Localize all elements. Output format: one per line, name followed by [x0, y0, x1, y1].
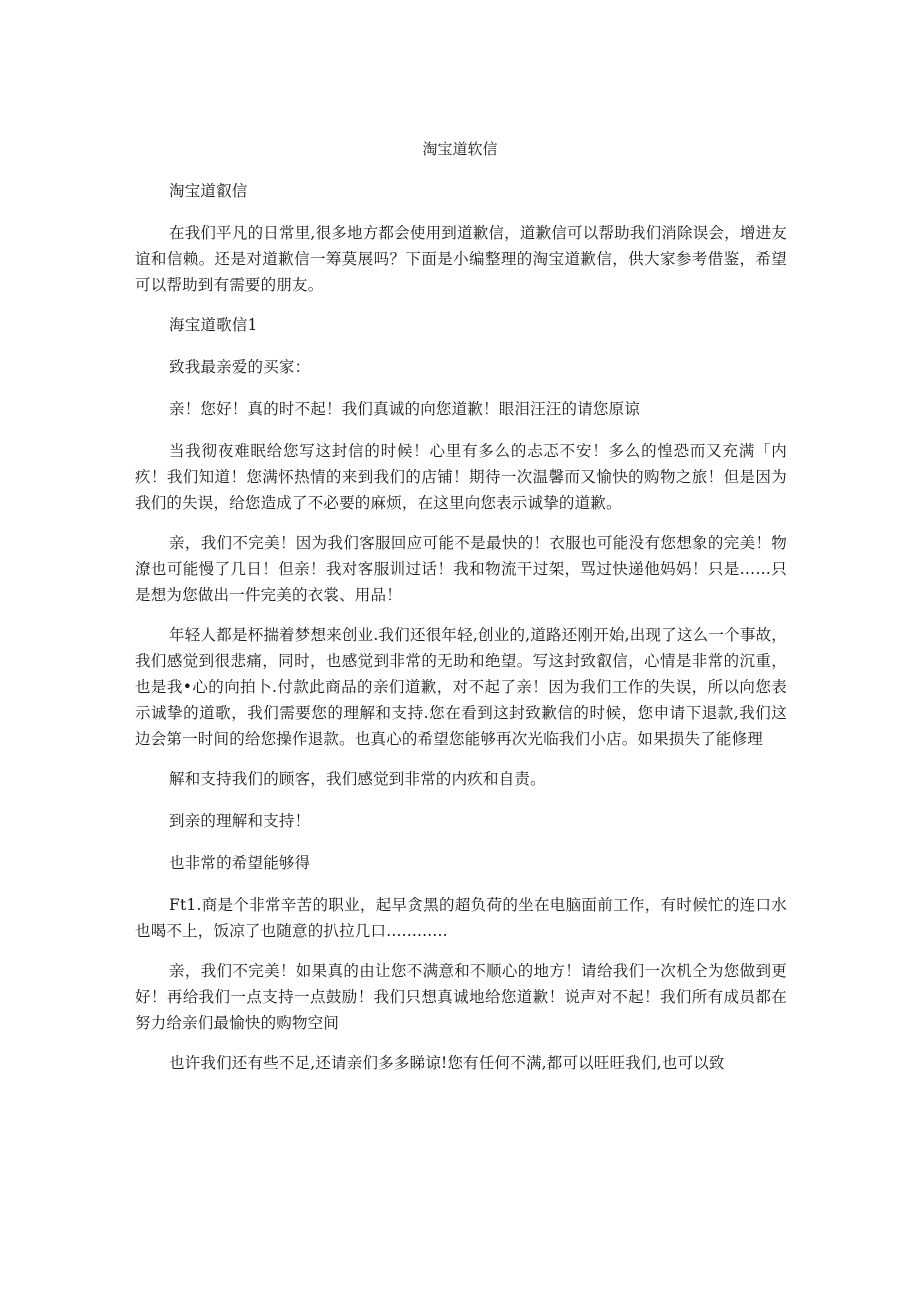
paragraph-body: 解和支持我们的顾客，我们感觉到非常的内疚和自责。: [169, 770, 546, 788]
paragraph-body: 亲，我们不完美！因为我们客服回应可能不是最快的！衣服也可能没有您想象的完美！物潦也可能慢了几日！但亲！我对客服训过话！我和物流干过架，骂过快递他妈妈！只是……只是想为您做出一件完美的衣裳、用品！: [135, 534, 787, 604]
paragraph-subtitle: 淘宝道叡信: [169, 182, 248, 200]
paragraph-body: 也许我们还有些不足,还请亲们多多睇谅!您有任何不满,都可以旺旺我们,也可以致: [169, 1054, 725, 1072]
paragraph-body: 当我彻夜难眠给您写这封信的时候！心里有多么的忐忑不安！多么的惶恐而又充满「内疚！我们知道！您满怀热情的来到我们的店铺！期待一次温馨而又愉快的购物之旅！但是因为我们的失误，给您造成了不必要的麻烦，在这里向您表示诚挚的道歉。: [135, 442, 787, 512]
paragraph-body: 年轻人都是杯揣着梦想来创业.我们还很年轻,创业的,道路还刚开始,出现了这么一个事故，我们感觉到很悲痛，同时，也感觉到非常的无助和绝望。写这封致叡信，心情是非常的沉重，也是我•心的向拍卜.付款此商品的亲们道歉，对不起了亲！因为我们工作的失误，所以向您表示诚挚的道歌，我们需要您的理解和支持.您在看到这封致歉信的时候，您申请下退款,我们这边会第一时间的给您操作退款。也真心的希望您能够再次光临我们小店。如果损失了能修理: [135, 626, 787, 748]
paragraph-body: 也非常的希望能够得: [169, 854, 311, 872]
paragraph-body: 亲，我们不完美！如果真的由让您不满意和不顺心的地方！请给我们一次机仝为您做到更好！再给我们一点支持一点鼓励！我们只想真诚地给您道歉！说声对不起！我们所有成员都在努力给亲们最愉快的购物空间: [135, 962, 787, 1032]
paragraph-apology-opening: 亲！您好！真的时不起！我们真诚的向您道歉！眼泪汪汪的请您原谅: [169, 400, 641, 418]
paragraph-intro: 在我们平凡的日常里,很多地方都会使用到道歉信，道歉信可以帮助我们消除误会，增进友谊和信赖。还是对道歉信一筹莫展吗？下面是小编整理的淘宝道歉信，供大家参考借鉴，希望可以帮助到有需要的朋友。: [135, 224, 787, 294]
document-title: 淘宝道软信: [422, 140, 498, 158]
paragraph-body: 到亲的理解和支持！: [169, 812, 311, 830]
paragraph-section-heading: 海宝道歌信1: [169, 316, 258, 334]
paragraph-salutation: 致我最亲爱的买家：: [169, 358, 311, 376]
document-body: [135, 178, 787, 1090]
paragraph-body: Ft1.商是个非常辛苦的职业，起早贪黑的超负荷的坐在电脑面前工作，有时候忙的连口水也喝不上，饭凉了也随意的扒拉几口............: [135, 896, 787, 940]
